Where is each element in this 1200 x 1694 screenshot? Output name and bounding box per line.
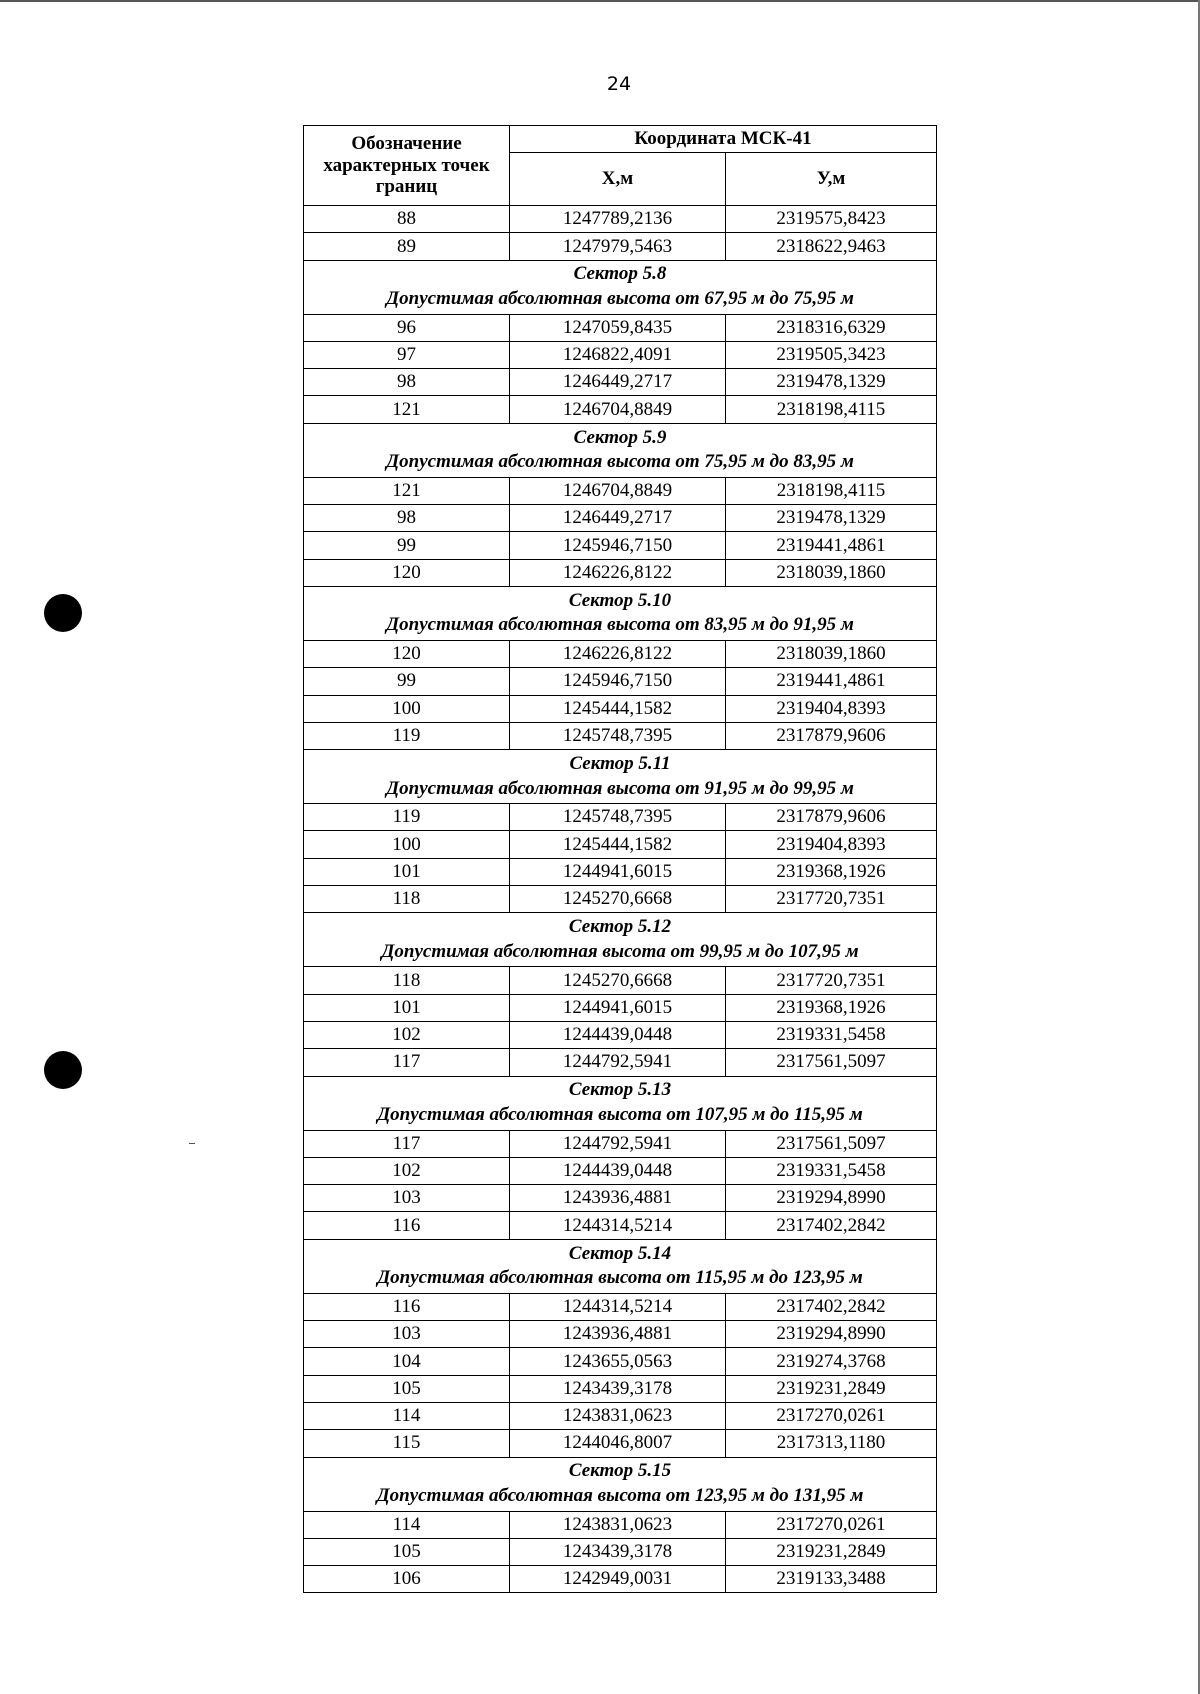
point-id-cell: 119 bbox=[304, 804, 510, 831]
y-coordinate-cell: 2319133,3488 bbox=[726, 1566, 937, 1593]
sector-allowed-height: Допустимая абсолютная высота от 99,95 м до 107,95 м bbox=[381, 940, 859, 962]
x-coordinate-cell: 1245444,1582 bbox=[510, 695, 726, 722]
table-row bbox=[304, 532, 937, 559]
sector-header-cell bbox=[304, 913, 937, 967]
y-coordinate-cell: 2317270,0261 bbox=[726, 1511, 937, 1538]
x-coordinate-cell: 1245270,6668 bbox=[510, 886, 726, 913]
table-header bbox=[304, 126, 937, 206]
point-id-cell: 104 bbox=[304, 1348, 510, 1375]
table-row bbox=[304, 1348, 937, 1375]
point-id-cell: 101 bbox=[304, 994, 510, 1021]
sector-title: Сектор 5.9 bbox=[573, 426, 667, 448]
point-id-cell: 119 bbox=[304, 722, 510, 749]
x-coordinate-cell: 1243936,4881 bbox=[510, 1321, 726, 1348]
point-id-cell: 100 bbox=[304, 831, 510, 858]
point-id-cell: 100 bbox=[304, 695, 510, 722]
y-coordinate-cell: 2319575,8423 bbox=[726, 206, 937, 233]
point-id-cell: 99 bbox=[304, 668, 510, 695]
page-number: 24 bbox=[606, 73, 632, 95]
x-coordinate-cell: 1243936,4881 bbox=[510, 1185, 726, 1212]
y-coordinate-cell: 2318198,4115 bbox=[726, 477, 937, 504]
sector-header-cell bbox=[304, 586, 937, 640]
table-row bbox=[304, 804, 937, 831]
sector-header-cell bbox=[304, 1239, 937, 1293]
y-coordinate-cell: 2317270,0261 bbox=[726, 1402, 937, 1429]
point-id-cell: 105 bbox=[304, 1375, 510, 1402]
y-coordinate-cell: 2319478,1329 bbox=[726, 505, 937, 532]
punch-hole-lower bbox=[44, 1051, 82, 1089]
point-id-cell: 89 bbox=[304, 233, 510, 260]
sector-title: Сектор 5.12 bbox=[568, 916, 672, 938]
table-row bbox=[304, 1185, 937, 1212]
sector-allowed-height: Допустимая абсолютная высота от 83,95 м до 91,95 м bbox=[386, 614, 854, 636]
y-coordinate-cell: 2318039,1860 bbox=[726, 640, 937, 667]
sector-title: Сектор 5.14 bbox=[568, 1242, 672, 1264]
y-coordinate-cell: 2319331,5458 bbox=[726, 1157, 937, 1184]
x-coordinate-cell: 1244314,5214 bbox=[510, 1212, 726, 1239]
table-row bbox=[304, 668, 937, 695]
x-coordinate-cell: 1246226,8122 bbox=[510, 559, 726, 586]
table-row bbox=[304, 396, 937, 423]
x-coordinate-cell: 1244941,6015 bbox=[510, 858, 726, 885]
sector-title: Сектор 5.8 bbox=[573, 263, 667, 285]
y-coordinate-cell: 2317879,9606 bbox=[726, 722, 937, 749]
table-row bbox=[304, 1212, 937, 1239]
coordinate-system-header: Координата МСК-41 bbox=[510, 126, 937, 153]
sector-allowed-height: Допустимая абсолютная высота от 67,95 м до 75,95 м bbox=[386, 288, 854, 310]
x-coordinate-cell: 1246449,2717 bbox=[510, 369, 726, 396]
y-coordinate-cell: 2319441,4861 bbox=[726, 668, 937, 695]
x-coordinate-cell: 1244792,5941 bbox=[510, 1049, 726, 1076]
y-coordinate-cell: 2319404,8393 bbox=[726, 831, 937, 858]
table-row bbox=[304, 1538, 937, 1565]
table-row bbox=[304, 858, 937, 885]
sector-title: Сектор 5.13 bbox=[568, 1079, 672, 1101]
point-id-cell: 116 bbox=[304, 1212, 510, 1239]
sector-allowed-height: Допустимая абсолютная высота от 115,95 м до 123,95 м bbox=[377, 1267, 863, 1289]
table-body bbox=[304, 206, 937, 1593]
y-coordinate-cell: 2317720,7351 bbox=[726, 967, 937, 994]
x-coordinate-cell: 1245748,7395 bbox=[510, 804, 726, 831]
sector-title: Сектор 5.10 bbox=[568, 589, 672, 611]
x-coordinate-cell: 1246822,4091 bbox=[510, 341, 726, 368]
sector-header-row bbox=[304, 260, 937, 314]
point-id-cell: 120 bbox=[304, 559, 510, 586]
x-coordinate-cell: 1246226,8122 bbox=[510, 640, 726, 667]
scan-stray-mark bbox=[189, 1143, 195, 1144]
x-coordinate-cell: 1244046,8007 bbox=[510, 1430, 726, 1457]
point-id-cell: 118 bbox=[304, 886, 510, 913]
table-row bbox=[304, 722, 937, 749]
x-coordinate-cell: 1243655,0563 bbox=[510, 1348, 726, 1375]
y-coordinate-cell: 2318622,9463 bbox=[726, 233, 937, 260]
point-id-cell: 102 bbox=[304, 1021, 510, 1048]
sector-header-row bbox=[304, 750, 937, 804]
y-coordinate-cell: 2318316,6329 bbox=[726, 314, 937, 341]
table-row bbox=[304, 1566, 937, 1593]
x-coordinate-cell: 1243439,3178 bbox=[510, 1375, 726, 1402]
table-row bbox=[304, 1511, 937, 1538]
table-row bbox=[304, 1321, 937, 1348]
sector-header-row bbox=[304, 1457, 937, 1511]
point-id-cell: 121 bbox=[304, 477, 510, 504]
x-coordinate-cell: 1245748,7395 bbox=[510, 722, 726, 749]
table-row bbox=[304, 1049, 937, 1076]
point-id-cell: 88 bbox=[304, 206, 510, 233]
sector-header-cell bbox=[304, 423, 937, 477]
point-id-cell: 99 bbox=[304, 532, 510, 559]
point-id-cell: 117 bbox=[304, 1049, 510, 1076]
table-row bbox=[304, 1157, 937, 1184]
table-row bbox=[304, 314, 937, 341]
y-coordinate-cell: 2319368,1926 bbox=[726, 994, 937, 1021]
sector-header-cell bbox=[304, 260, 937, 314]
x-coordinate-cell: 1242949,0031 bbox=[510, 1566, 726, 1593]
point-id-cell: 116 bbox=[304, 1293, 510, 1320]
point-id-cell: 117 bbox=[304, 1130, 510, 1157]
coordinates-table bbox=[303, 125, 937, 1593]
point-designation-header: Обозначение характерных точек границ bbox=[304, 126, 510, 206]
x-column-header: Х,м bbox=[510, 153, 726, 206]
sector-header-cell bbox=[304, 1076, 937, 1130]
table-row bbox=[304, 477, 937, 504]
y-coordinate-cell: 2317561,5097 bbox=[726, 1130, 937, 1157]
table-row bbox=[304, 206, 937, 233]
point-id-cell: 120 bbox=[304, 640, 510, 667]
y-coordinate-cell: 2319231,2849 bbox=[726, 1538, 937, 1565]
x-coordinate-cell: 1244314,5214 bbox=[510, 1293, 726, 1320]
x-coordinate-cell: 1243831,0623 bbox=[510, 1402, 726, 1429]
x-coordinate-cell: 1246449,2717 bbox=[510, 505, 726, 532]
point-id-cell: 103 bbox=[304, 1185, 510, 1212]
table-row bbox=[304, 1021, 937, 1048]
y-coordinate-cell: 2319274,3768 bbox=[726, 1348, 937, 1375]
x-coordinate-cell: 1245444,1582 bbox=[510, 831, 726, 858]
y-coordinate-cell: 2319231,2849 bbox=[726, 1375, 937, 1402]
table-row bbox=[304, 369, 937, 396]
sector-header-row bbox=[304, 586, 937, 640]
y-coordinate-cell: 2319478,1329 bbox=[726, 369, 937, 396]
point-id-cell: 114 bbox=[304, 1402, 510, 1429]
y-coordinate-cell: 2319294,8990 bbox=[726, 1321, 937, 1348]
point-id-cell: 114 bbox=[304, 1511, 510, 1538]
point-id-cell: 121 bbox=[304, 396, 510, 423]
y-coordinate-cell: 2319505,3423 bbox=[726, 341, 937, 368]
table-row bbox=[304, 967, 937, 994]
point-id-cell: 105 bbox=[304, 1538, 510, 1565]
x-coordinate-cell: 1243439,3178 bbox=[510, 1538, 726, 1565]
x-coordinate-cell: 1245946,7150 bbox=[510, 668, 726, 695]
point-id-cell: 115 bbox=[304, 1430, 510, 1457]
point-id-cell: 98 bbox=[304, 369, 510, 396]
table-row bbox=[304, 341, 937, 368]
y-coordinate-cell: 2317879,9606 bbox=[726, 804, 937, 831]
point-id-cell: 102 bbox=[304, 1157, 510, 1184]
table-row bbox=[304, 1293, 937, 1320]
table-row bbox=[304, 695, 937, 722]
table-row bbox=[304, 1402, 937, 1429]
x-coordinate-cell: 1246704,8849 bbox=[510, 477, 726, 504]
x-coordinate-cell: 1244941,6015 bbox=[510, 994, 726, 1021]
y-coordinate-cell: 2317313,1180 bbox=[726, 1430, 937, 1457]
point-id-cell: 96 bbox=[304, 314, 510, 341]
y-coordinate-cell: 2319331,5458 bbox=[726, 1021, 937, 1048]
table-row bbox=[304, 1130, 937, 1157]
sector-header-row bbox=[304, 1076, 937, 1130]
x-coordinate-cell: 1247059,8435 bbox=[510, 314, 726, 341]
table-row bbox=[304, 505, 937, 532]
y-coordinate-cell: 2317561,5097 bbox=[726, 1049, 937, 1076]
sector-header-row bbox=[304, 1239, 937, 1293]
sector-title: Сектор 5.11 bbox=[569, 752, 671, 774]
table-row bbox=[304, 994, 937, 1021]
punch-hole-upper bbox=[44, 594, 82, 632]
point-id-cell: 101 bbox=[304, 858, 510, 885]
y-coordinate-cell: 2319441,4861 bbox=[726, 532, 937, 559]
table-row bbox=[304, 831, 937, 858]
y-coordinate-cell: 2317720,7351 bbox=[726, 886, 937, 913]
point-id-cell: 106 bbox=[304, 1566, 510, 1593]
y-coordinate-cell: 2319294,8990 bbox=[726, 1185, 937, 1212]
table-row bbox=[304, 559, 937, 586]
table-row bbox=[304, 886, 937, 913]
sector-header-cell bbox=[304, 750, 937, 804]
x-coordinate-cell: 1244792,5941 bbox=[510, 1130, 726, 1157]
sector-allowed-height: Допустимая абсолютная высота от 91,95 м до 99,95 м bbox=[386, 777, 854, 799]
sector-header-cell bbox=[304, 1457, 937, 1511]
x-coordinate-cell: 1245270,6668 bbox=[510, 967, 726, 994]
y-coordinate-cell: 2317402,2842 bbox=[726, 1212, 937, 1239]
table-row bbox=[304, 233, 937, 260]
x-coordinate-cell: 1247979,5463 bbox=[510, 233, 726, 260]
scan-top-edge bbox=[0, 0, 1200, 2]
table-row bbox=[304, 640, 937, 667]
sector-title: Сектор 5.15 bbox=[568, 1460, 672, 1482]
x-coordinate-cell: 1246704,8849 bbox=[510, 396, 726, 423]
y-coordinate-cell: 2319368,1926 bbox=[726, 858, 937, 885]
x-coordinate-cell: 1243831,0623 bbox=[510, 1511, 726, 1538]
sector-allowed-height: Допустимая абсолютная высота от 107,95 м до 115,95 м bbox=[377, 1104, 863, 1126]
table-row bbox=[304, 1375, 937, 1402]
y-coordinate-cell: 2318198,4115 bbox=[726, 396, 937, 423]
y-column-header: У,м bbox=[726, 153, 937, 206]
table-row bbox=[304, 1430, 937, 1457]
point-id-cell: 98 bbox=[304, 505, 510, 532]
y-coordinate-cell: 2318039,1860 bbox=[726, 559, 937, 586]
y-coordinate-cell: 2317402,2842 bbox=[726, 1293, 937, 1320]
x-coordinate-cell: 1244439,0448 bbox=[510, 1021, 726, 1048]
x-coordinate-cell: 1247789,2136 bbox=[510, 206, 726, 233]
point-id-cell: 103 bbox=[304, 1321, 510, 1348]
sector-header-row bbox=[304, 913, 937, 967]
x-coordinate-cell: 1245946,7150 bbox=[510, 532, 726, 559]
x-coordinate-cell: 1244439,0448 bbox=[510, 1157, 726, 1184]
sector-allowed-height: Допустимая абсолютная высота от 123,95 м до 131,95 м bbox=[376, 1485, 864, 1506]
y-coordinate-cell: 2319404,8393 bbox=[726, 695, 937, 722]
point-id-cell: 118 bbox=[304, 967, 510, 994]
point-id-cell: 97 bbox=[304, 341, 510, 368]
sector-header-row bbox=[304, 423, 937, 477]
sector-allowed-height: Допустимая абсолютная высота от 75,95 м до 83,95 м bbox=[386, 451, 854, 473]
